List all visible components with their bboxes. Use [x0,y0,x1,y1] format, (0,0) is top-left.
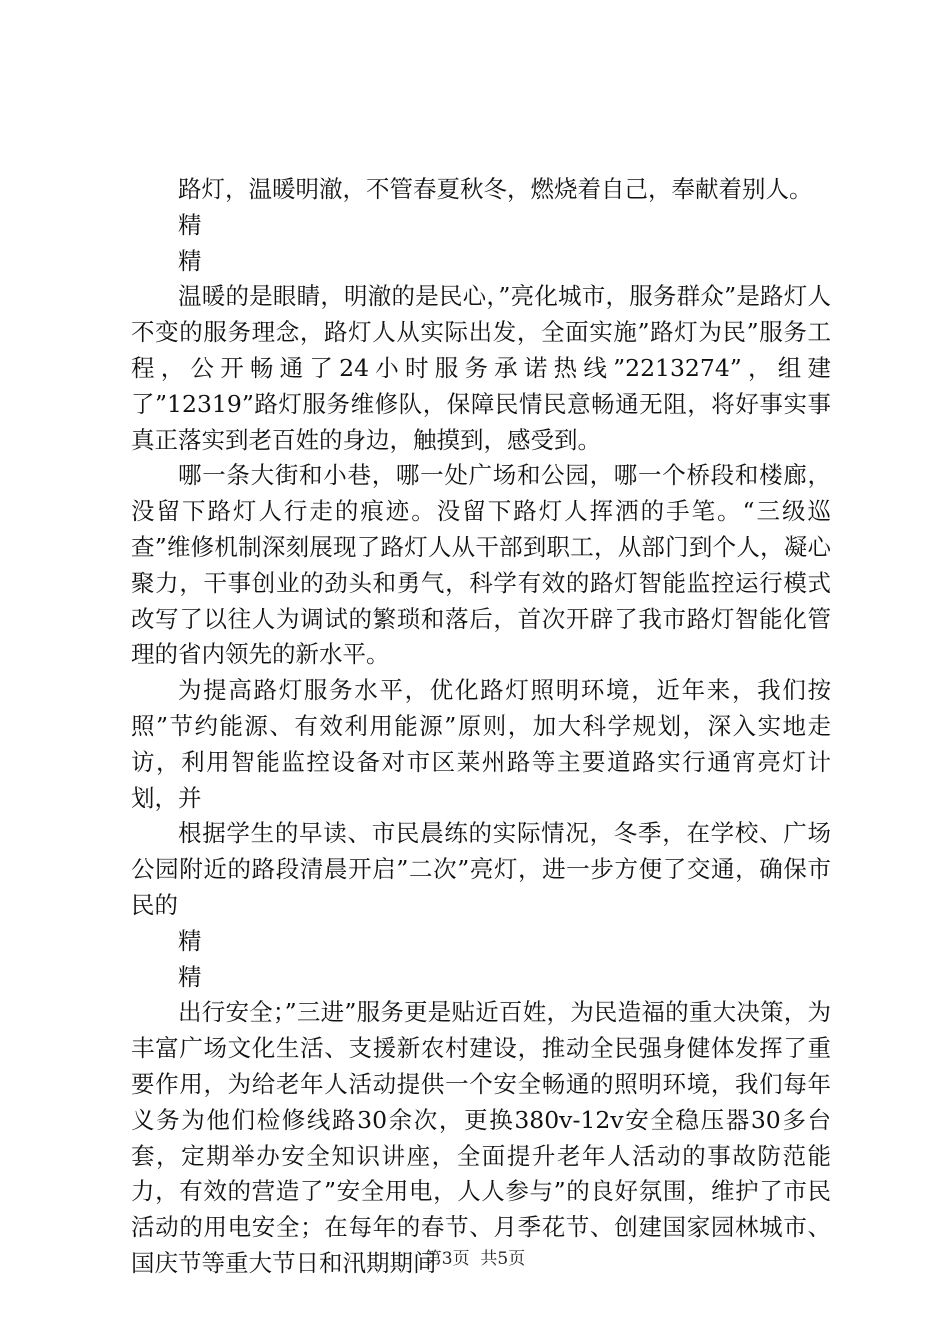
paragraph-4: 温暖的是眼睛，明澈的是民心，”亮化城市，服务群众”是路灯人不变的服务理念，路灯人从实际出发，全面实施”路灯为民”服务工程，公开畅通了24小时服务承诺热线”2213274”，组建了”12319”路灯服务维修队，保障民情民意畅通无阻，将好事实事真正落实到老百姓的身边，触摸到，感受到。 [131,282,831,454]
body-text [131,172,831,1282]
paragraph-1: 路灯，温暖明澈，不管春夏秋冬，燃烧着自己，奉献着别人。 [178,175,813,203]
page-number: 第3页 共5页 [424,1249,526,1269]
paragraph-2: 精 [178,210,202,239]
paragraph-8: 精 [178,926,202,955]
paragraph-5: 哪一条大街和小巷，哪一处广场和公园，哪一个桥段和楼廊，没留下路灯人行走的痕迹。没留下路灯人挥洒的手笔。“三级巡查”维修机制深刻展现了路灯人从干部到职工，从部门到个人，凝心聚力，干事创业的劲头和勇气，科学有效的路灯智能监控运行模式改写了以往人为调试的繁琐和落后，首次开辟了我市路灯智能化管理的省内领先的新水平。 [131,461,831,669]
paragraph-3: 精 [178,246,202,275]
paragraph-10: 出行安全；”三进”服务更是贴近百姓，为民造福的重大决策，为丰富广场文化生活、支援新农村建设，推动全民强身健体发挥了重要作用，为给老年人活动提供一个安全畅通的照明环境，我们每年义务为他们检修线路30余次，更换380v-12v安全稳压器30多台套，定期举办安全知识讲座，全面提升老年人活动的事故防范能力，有效的营造了”安全用电，人人参与”的良好氛围，维护了市民活动的用电安全；在每年的春节、月季花节、创建国家园林城市、国庆节等重大节日和汛期期间 [131,998,831,1277]
paragraph-9: 精 [178,962,202,991]
paragraph-7: 根据学生的早读、市民晨练的实际情况，冬季，在学校、广场公园附近的路段清晨开启”二次”亮灯，进一步方便了交通，确保市民的 [131,819,831,919]
paragraph-6: 为提高路灯服务水平，优化路灯照明环境，近年来，我们按照”节约能源、有效利用能源”原则，加大科学规划，深入实地走访，利用智能监控设备对市区莱州路等主要道路实行通宵亮灯计划，并 [131,676,831,812]
